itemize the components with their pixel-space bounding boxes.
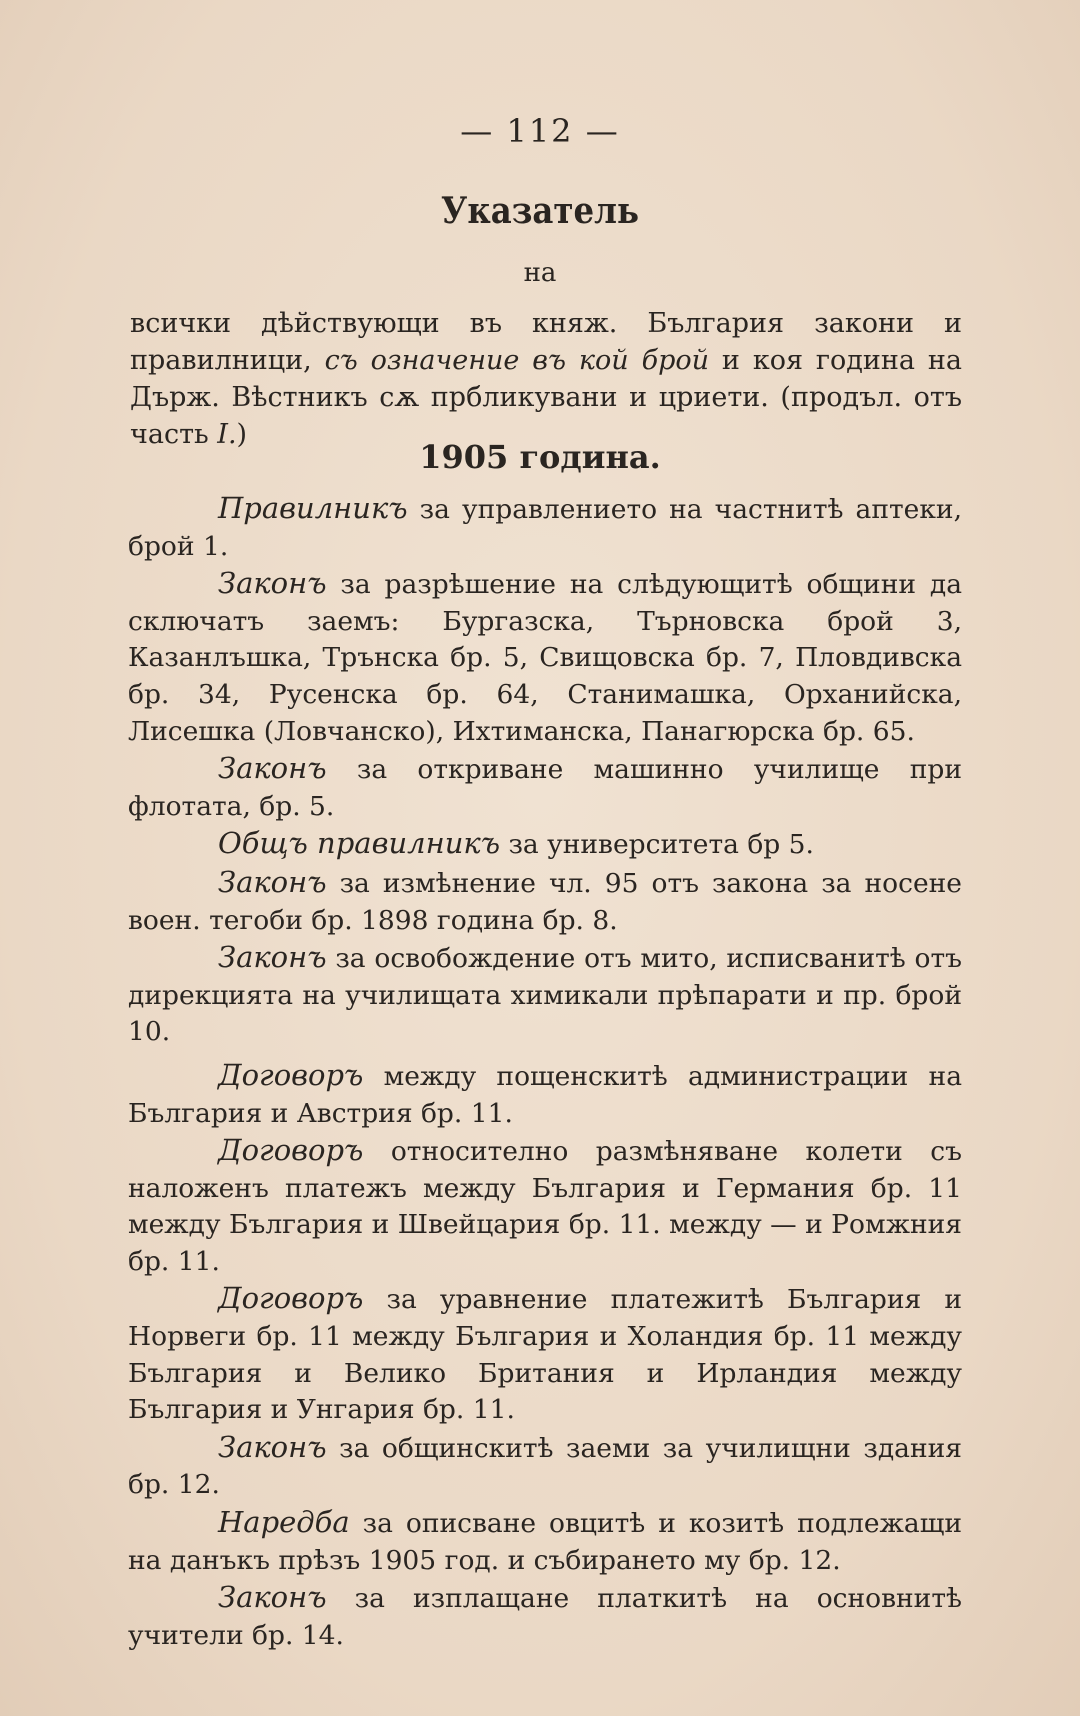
list-item [128,939,962,1051]
list-item [128,490,962,565]
intro-text: и коя година на Държ. Вѣстникъ сѫ прбликувани и цриети. (продъл. отъ часть [130,345,963,450]
entry-text: между пощенскитѣ администрации на България и Австрия бр. 11. [128,1060,962,1129]
intro-italic-text: I. [217,419,237,450]
list-item [128,1579,962,1654]
entry-text: за управлението на частнитѣ аптеки, брой 1. [128,494,962,562]
intro-paragraph [130,305,962,453]
entry-text: за описване овцитѣ и козитѣ подлежащи на данъкъ прѣзъ 1905 год. и събирането му бр. 12. [128,1508,962,1576]
entry-text: относително размѣняване колети съ наложенъ платежъ между България и Германия бр. 11 между България и Швейцария бр. 11. между — и Ромжния бр. 11. [128,1136,962,1277]
entry-keyword: Правилникъ [218,491,408,525]
list-item [128,750,962,825]
page-title: Указатель [441,190,639,232]
entry-text: за изплащане платкитѣ на основнитѣ учители бр. 14. [128,1583,962,1651]
entry-text: за разрѣшение на слѣдующитѣ общини да сключатъ заемъ: Бургазска, Търновска брой 3, Казанлъшка, Трънска бр. 5, Свищовска бр. 7, Пловдивска бр. 34, Русенска бр. 64, Станимашка, Орханийска, Лисешка (Ловчанско), Ихтиманска, Панагюрска бр. 65. [128,569,962,747]
entry-keyword: Законъ [218,940,327,975]
subtitle: на [523,258,557,288]
entry-text: за общинскитѣ заеми за училищни здания бр. 12. [128,1432,962,1501]
entry-keyword: Законъ [218,751,327,786]
entry-keyword: Законъ [218,864,327,899]
list-item [128,1429,962,1504]
list-item [128,1504,962,1579]
intro-text: всички дѣйствующи въ княж. България закони и правилници, [130,308,962,376]
list-item [128,864,962,939]
list-item [128,565,962,750]
entry-keyword: Договоръ [218,1133,364,1168]
list-item [128,825,962,864]
entry-text: за измѣнение чл. 95 отъ закона за носене воен. тегоби бр. 1898 година бр. 8. [128,867,962,936]
year-heading: 1905 година. [419,438,661,476]
entry-keyword: Общъ правилникъ [218,826,501,861]
entry-list [128,490,962,1654]
entry-text: за откриване машинно училище при флотата, бр. 5. [128,754,962,822]
page-number: — 112 — [460,112,620,150]
entry-text: за освобождение отъ мито, исписванитѣ отъ дирекцията на училищата химикали прѣпарати и пр. брой 10. [128,943,962,1048]
list-item [128,1057,962,1132]
intro-text: ) [236,419,248,450]
intro-italic-text: съ означение въ кой брой [324,345,710,376]
entry-keyword: Законъ [218,1429,327,1464]
entry-text: за уравнение платежитѣ България и Норвеги бр. 11 между България и Холандия бр. 11 между България и Велико Британия и Ирландия между България и Унгария бр. 11. [128,1284,962,1426]
list-item [128,1280,962,1428]
entry-keyword: Договоръ [218,1281,364,1316]
entry-keyword: Законъ [218,566,327,601]
entry-keyword: Наредба [218,1505,350,1540]
entry-keyword: Законъ [218,1580,327,1615]
entry-text: за университета бр 5. [500,829,814,861]
entry-keyword: Договоръ [218,1057,364,1092]
list-item [128,1132,962,1280]
